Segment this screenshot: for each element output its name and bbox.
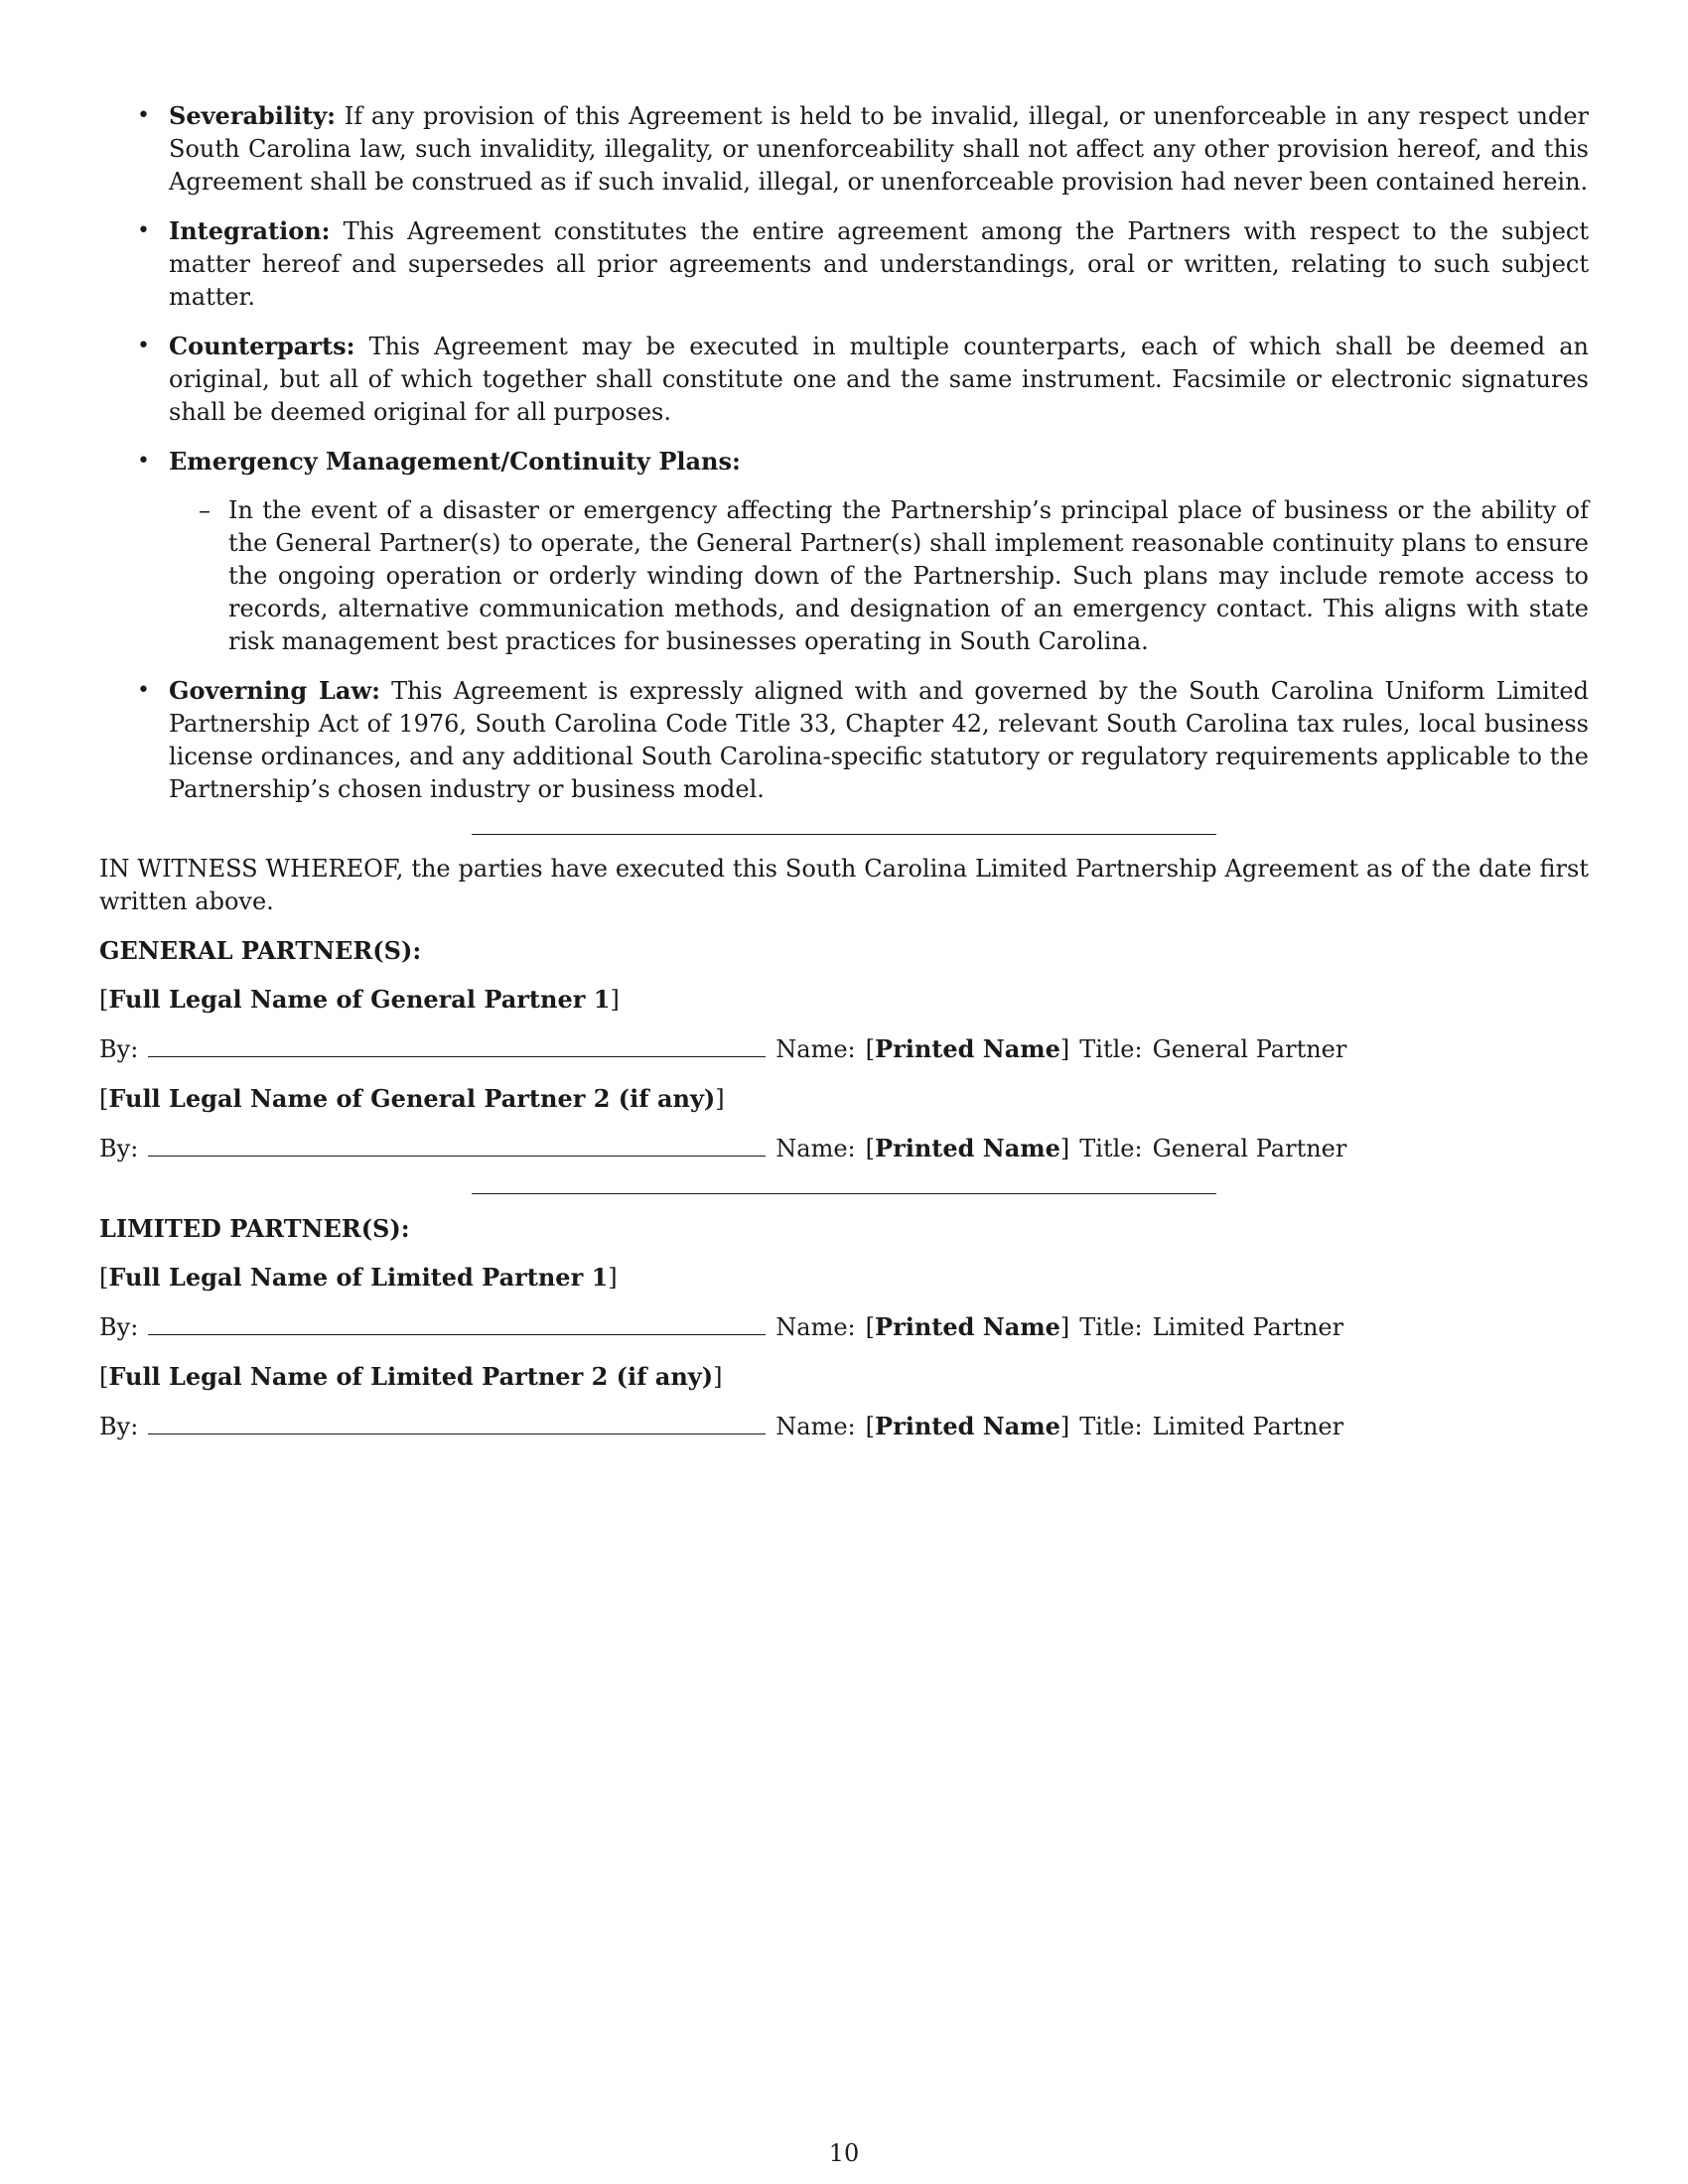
printed-name: Printed Name xyxy=(875,1312,1060,1341)
party-name-text: Full Legal Name of Limited Partner 2 (if any) xyxy=(108,1362,714,1391)
signature-line: By: Name: [ Printed Name ] Title: Limited Partner xyxy=(99,1310,1589,1344)
section-divider xyxy=(472,1193,1216,1194)
clause-text: If any provision of this Agreement is held to be invalid, illegal, or unenforceable in any respect under South Carolina law, such invalidity, illegality, or unenforceability shall not affect any other provision hereof, and this Agreement shall be construed as if such invalid, illegal, or unenforceable provision had never been contained herein. xyxy=(169,102,1589,196)
signature-field[interactable] xyxy=(148,1132,766,1157)
clause-label: Integration: xyxy=(169,216,331,245)
general-partner-2-name: [Full Legal Name of General Partner 2 (if any)] xyxy=(99,1084,725,1113)
signature-field[interactable] xyxy=(148,1310,766,1335)
witness-statement: IN WITNESS WHEREOF, the parties have executed this South Carolina Limited Partnership Agreement as of the date first written above. xyxy=(99,855,1589,915)
clause-emergency-management xyxy=(99,445,1589,658)
clause-label: Severability: xyxy=(169,101,337,130)
clause-label: Governing Law: xyxy=(169,676,380,705)
title-value: General Partner xyxy=(1152,1135,1347,1162)
page-number: 10 xyxy=(828,2139,860,2167)
limited-partner-1-name: [Full Legal Name of Limited Partner 1] xyxy=(99,1263,618,1292)
party-name-text: Full Legal Name of General Partner 2 (if any) xyxy=(108,1084,716,1113)
general-partners-heading: GENERAL PARTNER(S): xyxy=(99,936,422,965)
signature-line: By: Name: [ Printed Name ] Title: General Partner xyxy=(99,1132,1589,1165)
printed-name: Printed Name xyxy=(875,1034,1060,1063)
printed-name: Printed Name xyxy=(875,1134,1060,1162)
section-divider xyxy=(472,834,1216,835)
limited-partner-2-name: [Full Legal Name of Limited Partner 2 (if any)] xyxy=(99,1362,723,1391)
clause-sublist xyxy=(169,494,1589,658)
document-page xyxy=(99,99,1589,1459)
signature-field[interactable] xyxy=(148,1032,766,1057)
clause-label: Counterparts: xyxy=(169,332,355,360)
clause-integration xyxy=(99,214,1589,314)
title-label: Title: xyxy=(1079,1135,1143,1162)
clause-severability xyxy=(99,99,1589,199)
signature-line: By: Name: [ Printed Name ] Title: Limited Partner xyxy=(99,1410,1589,1443)
by-label: By: xyxy=(99,1135,139,1162)
by-label: By: xyxy=(99,1313,139,1341)
signature-field[interactable] xyxy=(148,1410,766,1434)
by-label: By: xyxy=(99,1413,139,1440)
party-name-text: Full Legal Name of Limited Partner 1 xyxy=(108,1263,609,1292)
title-value: General Partner xyxy=(1152,1035,1347,1063)
clause-list xyxy=(99,99,1589,806)
party-name-text: Full Legal Name of General Partner 1 xyxy=(108,985,611,1014)
clause-counterparts xyxy=(99,330,1589,429)
name-label: Name: xyxy=(775,1413,856,1440)
general-partner-1-name: [Full Legal Name of General Partner 1] xyxy=(99,985,620,1014)
printed-name: Printed Name xyxy=(875,1412,1060,1440)
clause-subitem: – In the event of a disaster or emergency affecting the Partnership’s principal place of business or the ability of the General Partner(s) to operate, the General Partner(s) shall implement reasonable continuity plans to ensure the ongoing operation or orderly winding down of the Partnership. Such plans may include remote access to records, alternative communication methods, and designation of an emergency contact. This aligns with state risk management best practices for businesses operating in South Carolina. xyxy=(169,494,1589,658)
clause-text: This Agreement constitutes the entire agreement among the Partners with respect to the subject matter hereof and supersedes all prior agreements and understandings, oral or written, relating to such subject matter. xyxy=(169,217,1589,311)
clause-label: Emergency Management/Continuity Plans: xyxy=(169,447,741,476)
title-label: Title: xyxy=(1079,1313,1143,1341)
name-label: Name: xyxy=(775,1135,856,1162)
by-label: By: xyxy=(99,1035,139,1063)
name-label: Name: xyxy=(775,1313,856,1341)
title-value: Limited Partner xyxy=(1152,1413,1344,1440)
name-label: Name: xyxy=(775,1035,856,1063)
clause-text: This Agreement is expressly aligned with and governed by the South Carolina Uniform Limited Partnership Act of 1976, South Carolina Code Title 33, Chapter 42, relevant South Carolina tax rules, local business license ordinances, and any additional South Carolina-specific statutory or regulatory requirements applicable to the Partnership’s chosen industry or business model. xyxy=(169,677,1589,803)
title-label: Title: xyxy=(1079,1413,1143,1440)
title-value: Limited Partner xyxy=(1152,1313,1344,1341)
clause-governing-law xyxy=(99,674,1589,806)
clause-text: This Agreement may be executed in multiple counterparts, each of which shall be deemed an original, but all of which together shall constitute one and the same instrument. Facsimile or electronic signatures shall be deemed original for all purposes. xyxy=(169,333,1589,426)
title-label: Title: xyxy=(1079,1035,1143,1063)
signature-line: By: Name: [ Printed Name ] Title: General Partner xyxy=(99,1032,1589,1066)
limited-partners-heading: LIMITED PARTNER(S): xyxy=(99,1214,410,1243)
